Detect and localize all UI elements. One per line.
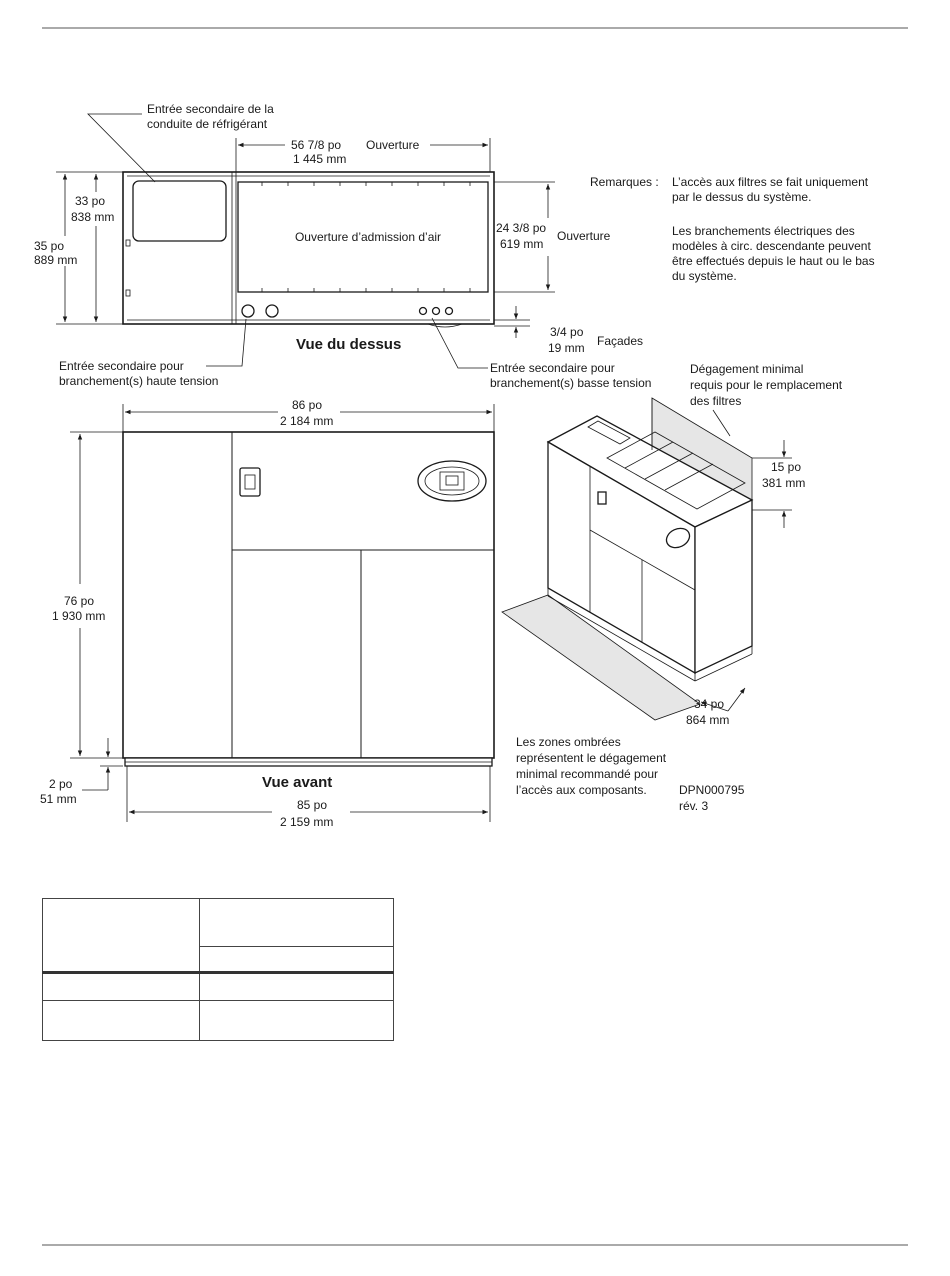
svg-text:2 po: 2 po — [49, 777, 73, 791]
svg-text:889 mm: 889 mm — [34, 253, 78, 267]
svg-text:du système.: du système. — [672, 269, 737, 283]
svg-text:85 po: 85 po — [297, 798, 328, 812]
front-clearance-dimension — [686, 688, 745, 727]
svg-text:conduite de réfrigérant: conduite de réfrigérant — [147, 117, 268, 131]
svg-text:24 3/8 po: 24 3/8 po — [496, 221, 547, 235]
svg-text:représentent le dégagement: représentent le dégagement — [516, 751, 667, 765]
svg-text:86 po: 86 po — [292, 398, 323, 412]
svg-text:Ouverture: Ouverture — [557, 229, 611, 243]
table-cell — [43, 1001, 200, 1041]
svg-text:1 445 mm: 1 445 mm — [293, 152, 347, 166]
svg-text:3/4 po: 3/4 po — [550, 325, 584, 339]
svg-text:864 mm: 864 mm — [686, 713, 730, 727]
svg-text:2 159 mm: 2 159 mm — [280, 815, 334, 829]
svg-text:19 mm: 19 mm — [548, 341, 585, 355]
shaded-area-note — [516, 735, 667, 797]
high-voltage-callout — [59, 319, 246, 388]
iso-view — [502, 398, 752, 720]
svg-text:76 po: 76 po — [64, 594, 95, 608]
svg-text:619 mm: 619 mm — [500, 237, 544, 251]
refrigerant-compartment — [133, 181, 226, 241]
low-voltage-knockout-1 — [420, 308, 427, 315]
iso-disconnect-switch — [598, 492, 606, 504]
svg-text:51 mm: 51 mm — [40, 792, 77, 806]
svg-text:Ouverture: Ouverture — [366, 138, 420, 152]
svg-text:par le dessus du système.: par le dessus du système. — [672, 190, 812, 204]
disconnect-switch — [240, 468, 260, 496]
refrigerant-line-callout — [88, 102, 274, 182]
high-voltage-knockout-1 — [242, 305, 254, 317]
panels-dimension — [494, 306, 643, 355]
low-voltage-knockout-3 — [446, 308, 453, 315]
base-dimension — [40, 738, 123, 806]
svg-text:Entrée secondaire de la: Entrée secondaire de la — [147, 102, 274, 116]
iso-side-face — [695, 500, 752, 673]
svg-text:Les branchements électriques d: Les branchements électriques des — [672, 224, 855, 238]
svg-text:15 po: 15 po — [771, 460, 802, 474]
svg-text:branchement(s) haute tension: branchement(s) haute tension — [59, 374, 219, 388]
depth-dimensions — [34, 172, 123, 324]
drawing-revision: rév. 3 — [679, 799, 709, 813]
table-cell — [200, 899, 394, 947]
low-voltage-knockout-2 — [433, 308, 440, 315]
front-view — [123, 432, 494, 766]
svg-text:Façades: Façades — [597, 334, 644, 348]
svg-text:381 mm: 381 mm — [762, 476, 806, 490]
opening-width-dimension — [236, 138, 490, 172]
low-voltage-callout — [432, 318, 651, 390]
notes — [590, 175, 875, 283]
empty-spec-table — [42, 898, 394, 1041]
front-height-dimension — [52, 432, 123, 758]
table-cell — [43, 899, 200, 973]
top-clearance-dimension — [752, 440, 805, 528]
svg-text:33 po: 33 po — [75, 194, 106, 208]
top-view-title: Vue du dessus — [296, 336, 402, 353]
svg-text:Les zones ombrées: Les zones ombrées — [516, 735, 621, 749]
svg-text:56 7/8 po: 56 7/8 po — [291, 138, 342, 152]
table-cell — [200, 973, 394, 1001]
drawing-number: DPN000795 — [679, 783, 745, 797]
svg-text:branchement(s) basse tension: branchement(s) basse tension — [490, 376, 652, 390]
svg-text:des filtres: des filtres — [690, 394, 742, 408]
opening-depth-dimension — [494, 182, 611, 292]
table-cell — [200, 1001, 394, 1041]
svg-text:minimal recommandé pour: minimal recommandé pour — [516, 767, 659, 781]
svg-text:requis pour le remplacement: requis pour le remplacement — [690, 378, 843, 392]
top-view — [123, 172, 494, 327]
svg-text:modèles à circ. descendante pe: modèles à circ. descendante peuvent — [672, 239, 871, 253]
table-cell — [200, 947, 394, 973]
svg-text:838 mm: 838 mm — [71, 210, 115, 224]
air-inlet-label: Ouverture d’admission d’air — [294, 230, 442, 244]
svg-text:35 po: 35 po — [34, 239, 65, 253]
svg-text:Entrée secondaire pour: Entrée secondaire pour — [490, 361, 615, 375]
svg-text:L’accès aux filtres se fait un: L’accès aux filtres se fait uniquement — [672, 175, 869, 189]
front-view-title: Vue avant — [262, 774, 333, 791]
svg-text:1 930 mm: 1 930 mm — [52, 609, 106, 623]
svg-text:l’accès aux composants.: l’accès aux composants. — [516, 783, 647, 797]
high-voltage-knockout-2 — [266, 305, 278, 317]
svg-text:être effectués depuis le haut: être effectués depuis le haut ou le bas — [672, 254, 875, 268]
filter-clearance-callout — [690, 362, 843, 436]
front-top-width-dimension — [123, 398, 494, 432]
svg-text:Remarques :: Remarques : — [590, 175, 659, 189]
svg-text:2 184 mm: 2 184 mm — [280, 414, 334, 428]
table-cell — [43, 973, 200, 1001]
svg-text:Entrée secondaire pour: Entrée secondaire pour — [59, 359, 184, 373]
svg-text:34 po: 34 po — [694, 697, 725, 711]
svg-text:Dégagement minimal: Dégagement minimal — [690, 362, 804, 376]
